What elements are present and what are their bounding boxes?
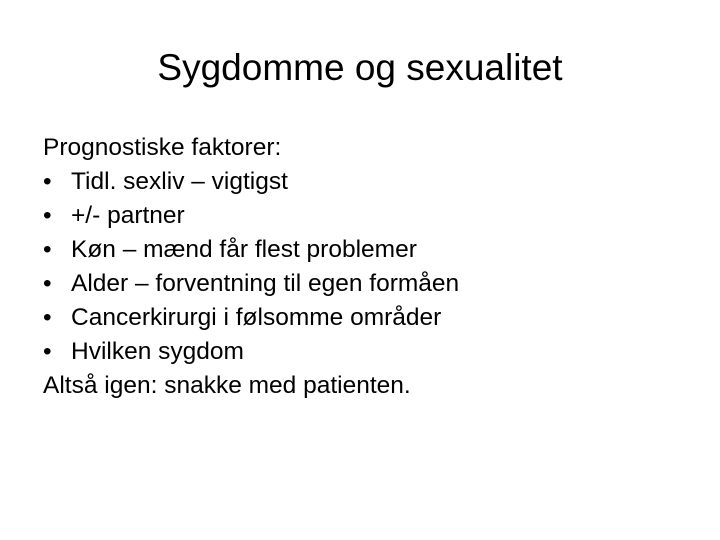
bullet-icon: • — [43, 168, 52, 195]
list-item — [43, 335, 703, 369]
list-item — [43, 165, 703, 199]
bullet-icon: • — [43, 304, 52, 331]
bullet-icon: • — [43, 236, 52, 263]
bullet-icon: • — [43, 338, 52, 365]
list-item-text: Alder – forventning til egen formåen — [71, 270, 460, 297]
bullet-icon: • — [43, 270, 52, 297]
intro-text: Prognostiske faktorer: — [43, 134, 282, 161]
slide-body — [43, 131, 703, 403]
list-item — [43, 267, 703, 301]
list-item-text: Tidl. sexliv – vigtigst — [71, 168, 288, 195]
list-item-text: +/- partner — [71, 202, 185, 229]
list-item-text: Køn – mænd får flest problemer — [71, 236, 417, 263]
slide-title: Sygdomme og sexualitet — [157, 47, 563, 88]
list-item-text: Cancerkirurgi i følsomme områder — [71, 304, 442, 331]
conclusion-text: Altså igen: snakke med patienten. — [43, 372, 411, 399]
list-item-text: Hvilken sygdom — [71, 338, 244, 365]
bullet-icon: • — [43, 202, 52, 229]
list-item — [43, 301, 703, 335]
list-item — [43, 199, 703, 233]
list-item — [43, 233, 703, 267]
